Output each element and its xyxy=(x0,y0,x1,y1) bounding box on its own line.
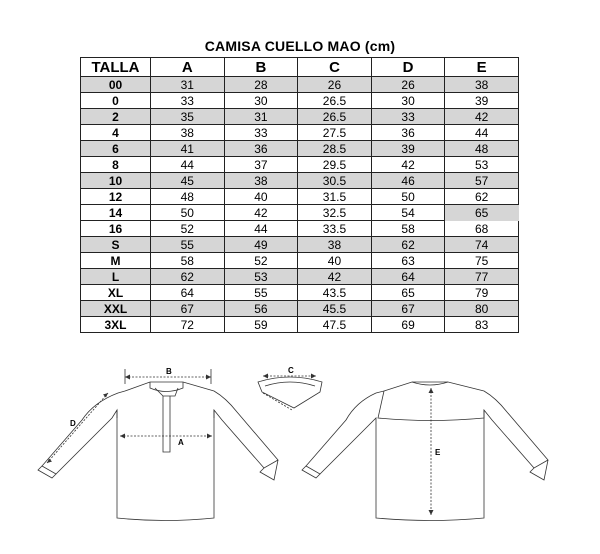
measure-cell-b: 33 xyxy=(224,125,298,141)
shirt-diagram xyxy=(0,345,600,554)
table-row xyxy=(81,173,519,189)
label-b: B xyxy=(166,367,172,376)
measure-cell-d: 69 xyxy=(371,317,445,333)
measure-cell-e: 74 xyxy=(445,237,519,253)
label-c: C xyxy=(288,366,294,375)
column-header-c: C xyxy=(298,58,372,77)
measure-cell-b: 56 xyxy=(224,301,298,317)
table-row xyxy=(81,77,519,93)
size-cell: 10 xyxy=(81,173,151,189)
measure-cell-e: 80 xyxy=(445,301,519,317)
measure-cell-a: 52 xyxy=(151,221,225,237)
measure-cell-a: 67 xyxy=(151,301,225,317)
label-a: A xyxy=(178,438,184,447)
size-cell: 14 xyxy=(81,205,151,221)
measure-cell-c: 26.5 xyxy=(298,109,372,125)
measure-cell-a: 72 xyxy=(151,317,225,333)
table-row xyxy=(81,301,519,317)
measure-cell-d: 50 xyxy=(371,189,445,205)
collar-drawing xyxy=(258,377,322,408)
measure-cell-b: 37 xyxy=(224,157,298,173)
measure-cell-c: 30.5 xyxy=(298,173,372,189)
measure-cell-e: 53 xyxy=(445,157,519,173)
measure-cell-a: 58 xyxy=(151,253,225,269)
measure-cell-a: 64 xyxy=(151,285,225,301)
measure-cell-a: 50 xyxy=(151,205,225,221)
column-header-a: A xyxy=(151,58,225,77)
measure-cell-b: 59 xyxy=(224,317,298,333)
measure-cell-d: 42 xyxy=(371,157,445,173)
measure-cell-a: 38 xyxy=(151,125,225,141)
table-row xyxy=(81,205,519,221)
measure-cell-e: 75 xyxy=(445,253,519,269)
measure-cell-e: 83 xyxy=(445,317,519,333)
table-row xyxy=(81,141,519,157)
measure-cell-c: 31.5 xyxy=(298,189,372,205)
measure-cell-c: 29.5 xyxy=(298,157,372,173)
label-e: E xyxy=(435,448,441,457)
size-cell: L xyxy=(81,269,151,285)
measure-cell-e: 38 xyxy=(445,77,519,93)
measure-cell-e: 42 xyxy=(445,109,519,125)
label-d: D xyxy=(70,419,76,428)
measure-cell-b: 52 xyxy=(224,253,298,269)
table-row xyxy=(81,157,519,173)
table-row xyxy=(81,109,519,125)
measure-cell-c: 47.5 xyxy=(298,317,372,333)
measure-cell-d: 67 xyxy=(371,301,445,317)
measure-cell-b: 36 xyxy=(224,141,298,157)
measure-c-line-lower xyxy=(263,393,292,410)
shirt-front-drawing xyxy=(38,382,278,521)
size-cell: XL xyxy=(81,285,151,301)
measure-cell-b: 49 xyxy=(224,237,298,253)
measure-cell-d: 33 xyxy=(371,109,445,125)
size-cell: 12 xyxy=(81,189,151,205)
measure-cell-a: 62 xyxy=(151,269,225,285)
chart-title: CAMISA CUELLO MAO (cm) xyxy=(204,38,396,54)
table-row xyxy=(81,269,519,285)
shirt-back-drawing xyxy=(302,382,548,521)
table-header-row xyxy=(81,58,519,77)
size-cell: S xyxy=(81,237,151,253)
column-header-talla: TALLA xyxy=(81,58,151,77)
table-row xyxy=(81,317,519,333)
measure-cell-d: 46 xyxy=(371,173,445,189)
column-header-d: D xyxy=(371,58,445,77)
measure-cell-d: 54 xyxy=(371,205,445,221)
size-table xyxy=(80,57,519,333)
measure-cell-b: 42 xyxy=(224,205,298,221)
measure-cell-a: 55 xyxy=(151,237,225,253)
measure-cell-c: 32.5 xyxy=(298,205,372,221)
measure-cell-c: 45.5 xyxy=(298,301,372,317)
measure-cell-d: 36 xyxy=(371,125,445,141)
size-cell: 00 xyxy=(81,77,151,93)
table-row xyxy=(81,285,519,301)
measure-cell-c: 38 xyxy=(298,237,372,253)
table-row xyxy=(81,189,519,205)
column-header-e: E xyxy=(445,58,519,77)
measure-cell-a: 35 xyxy=(151,109,225,125)
size-cell: 3XL xyxy=(81,317,151,333)
measure-cell-a: 48 xyxy=(151,189,225,205)
table-body xyxy=(81,77,519,333)
measure-cell-e: 57 xyxy=(445,173,519,189)
size-cell: 8 xyxy=(81,157,151,173)
measure-cell-c: 42 xyxy=(298,269,372,285)
measure-cell-e: 65 xyxy=(445,205,519,221)
measure-cell-b: 30 xyxy=(224,93,298,109)
measure-cell-d: 65 xyxy=(371,285,445,301)
measure-cell-c: 43.5 xyxy=(298,285,372,301)
size-cell: 16 xyxy=(81,221,151,237)
measure-cell-e: 79 xyxy=(445,285,519,301)
measure-cell-a: 31 xyxy=(151,77,225,93)
size-cell: 0 xyxy=(81,93,151,109)
measure-cell-b: 53 xyxy=(224,269,298,285)
measure-cell-d: 58 xyxy=(371,221,445,237)
measure-cell-b: 44 xyxy=(224,221,298,237)
measure-cell-d: 62 xyxy=(371,237,445,253)
measure-cell-c: 28.5 xyxy=(298,141,372,157)
table-row xyxy=(81,221,519,237)
measure-cell-b: 40 xyxy=(224,189,298,205)
table-row xyxy=(81,253,519,269)
measure-cell-e: 48 xyxy=(445,141,519,157)
measure-cell-b: 55 xyxy=(224,285,298,301)
size-cell: 4 xyxy=(81,125,151,141)
measure-cell-a: 44 xyxy=(151,157,225,173)
measure-cell-e: 39 xyxy=(445,93,519,109)
measure-cell-d: 30 xyxy=(371,93,445,109)
measure-cell-c: 40 xyxy=(298,253,372,269)
measure-cell-c: 26 xyxy=(298,77,372,93)
measure-cell-e: 62 xyxy=(445,189,519,205)
measure-cell-b: 38 xyxy=(224,173,298,189)
measure-cell-a: 33 xyxy=(151,93,225,109)
measure-cell-c: 27.5 xyxy=(298,125,372,141)
measure-cell-a: 41 xyxy=(151,141,225,157)
measure-cell-d: 26 xyxy=(371,77,445,93)
table-row xyxy=(81,237,519,253)
measure-cell-c: 33.5 xyxy=(298,221,372,237)
measure-cell-a: 45 xyxy=(151,173,225,189)
measure-cell-d: 64 xyxy=(371,269,445,285)
measure-cell-e: 44 xyxy=(445,125,519,141)
measure-cell-d: 63 xyxy=(371,253,445,269)
measure-cell-b: 28 xyxy=(224,77,298,93)
measure-cell-d: 39 xyxy=(371,141,445,157)
column-header-b: B xyxy=(224,58,298,77)
size-cell: XXL xyxy=(81,301,151,317)
size-cell: M xyxy=(81,253,151,269)
measure-cell-e: 77 xyxy=(445,269,519,285)
size-cell: 2 xyxy=(81,109,151,125)
size-cell: 6 xyxy=(81,141,151,157)
table-row xyxy=(81,125,519,141)
measure-cell-e: 68 xyxy=(445,221,519,237)
measure-cell-c: 26.5 xyxy=(298,93,372,109)
table-row xyxy=(81,93,519,109)
measure-cell-b: 31 xyxy=(224,109,298,125)
